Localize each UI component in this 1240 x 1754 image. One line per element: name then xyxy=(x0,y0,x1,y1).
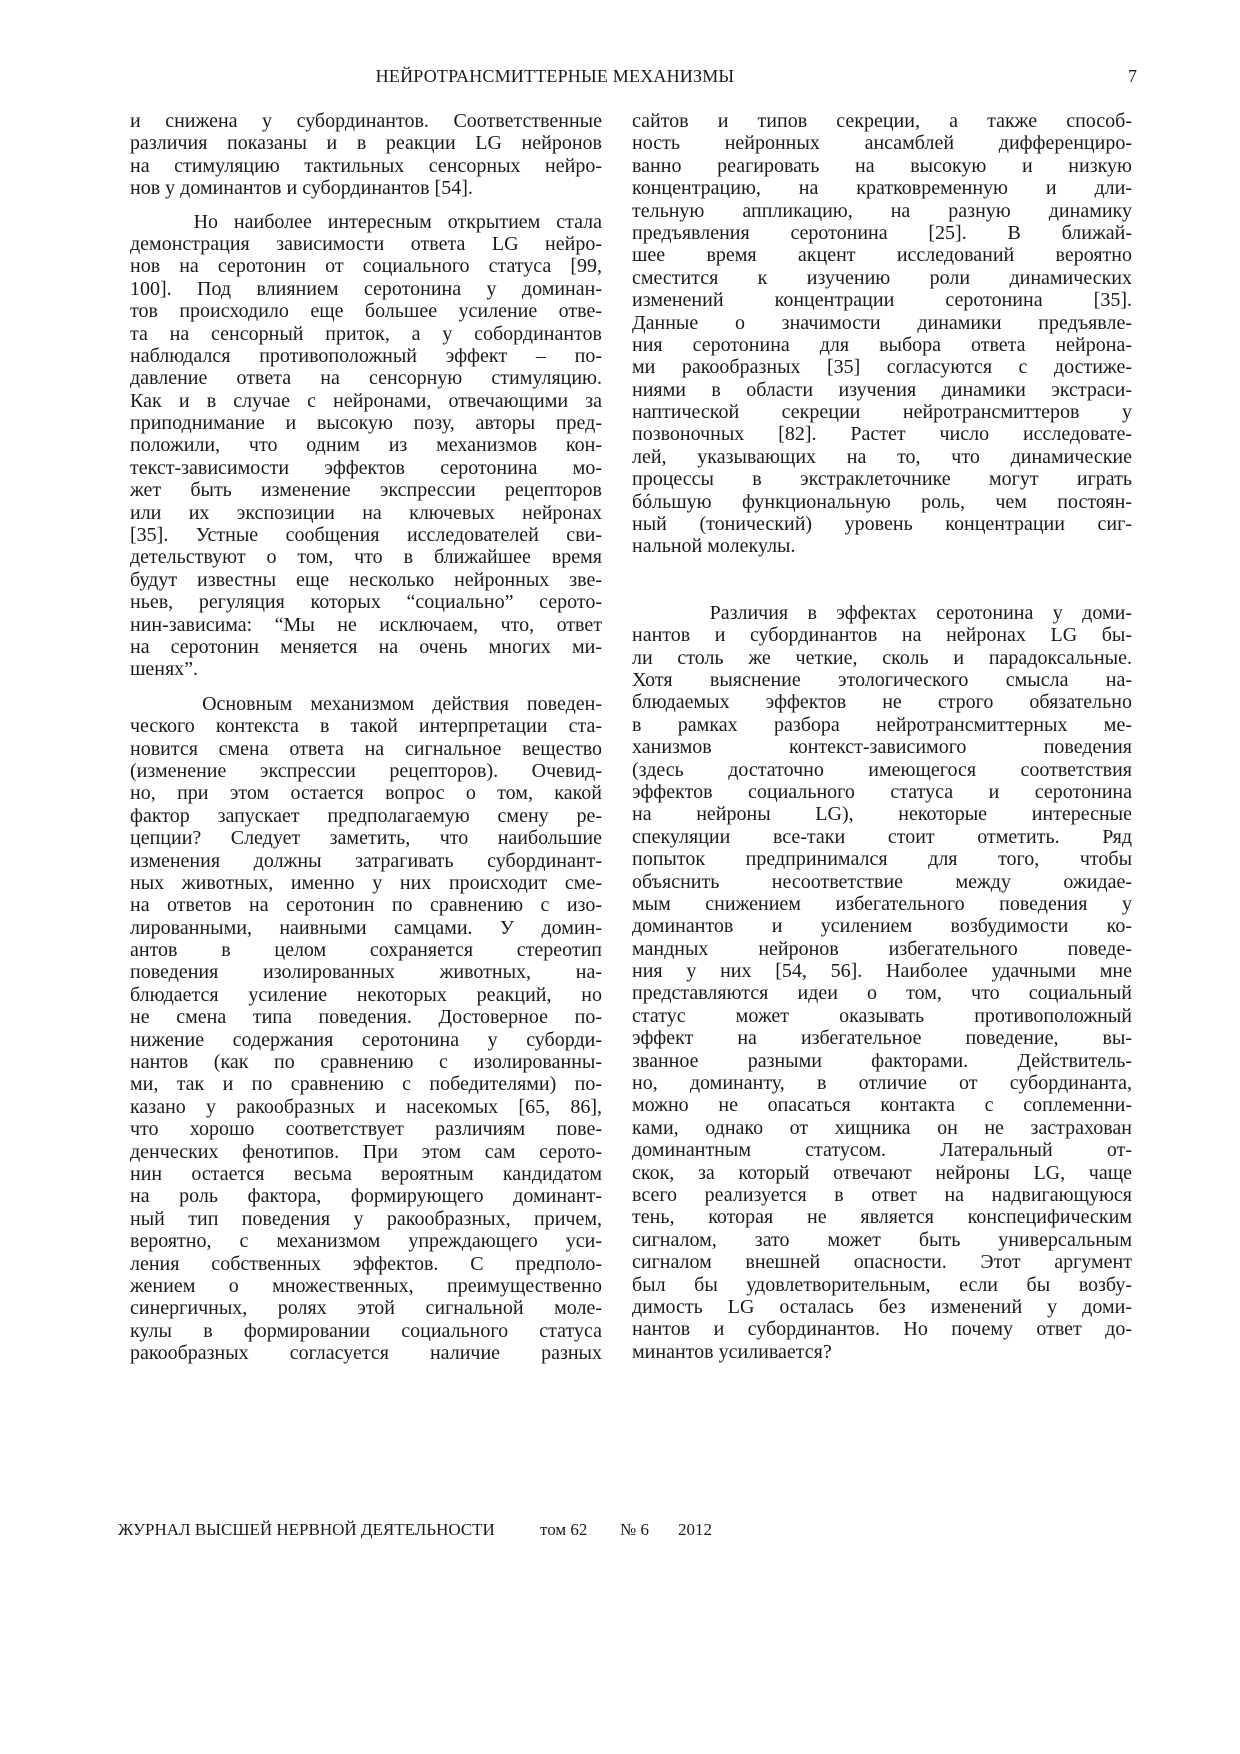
text-line: доминантным статусом. Латеральный от- xyxy=(632,1139,1132,1162)
text-line: изменения должны затрагивать субординант- xyxy=(130,849,602,872)
text-line: ками, однако от хищника он не застрахован xyxy=(632,1116,1132,1139)
text-line: на роль фактора, формирующего доминант- xyxy=(130,1185,602,1208)
text-line: ми, так и по сравнению с победителями) по- xyxy=(130,1073,602,1096)
text-line: сайтов и типов секреции, а также способ- xyxy=(632,110,1132,132)
text-line: на ответов на серотонин по сравнению с изо- xyxy=(130,894,602,917)
text-line: ческого контекста в такой интерпретации ста- xyxy=(130,715,602,738)
text-line: димость LG осталась без изменений у доми- xyxy=(632,1295,1132,1318)
text-line: вероятно, с механизмом упреждающего уси- xyxy=(130,1230,602,1253)
text-line: званное разными факторами. Действитель- xyxy=(632,1049,1132,1072)
text-line: доминантов и усилением возбудимости ко- xyxy=(632,915,1132,938)
text-line: предъявления серотонина [25]. В ближай- xyxy=(632,221,1132,244)
text-line: ных животных, именно у них происходит сме- xyxy=(130,871,602,894)
text-line: ньев, регуляция которых “социально” серото- xyxy=(130,591,602,614)
text-line: что хорошо соответствует различиям пове- xyxy=(130,1118,602,1141)
text-line: нов на серотонин от социального статуса [99, xyxy=(130,255,602,278)
text-line: детельствуют о том, что в ближайшее время xyxy=(130,546,602,569)
text-line: представляются идеи о том, что социальный xyxy=(632,982,1132,1005)
text-line: [35]. Устные сообщения исследователей сви- xyxy=(130,524,602,547)
text-line: нин-зависима: “Мы не исключаем, что, ответ xyxy=(130,613,602,636)
text-line: наптической секреции нейротрансмиттеров у xyxy=(632,401,1132,424)
text-line: ханизмов контекст-зависимого поведения xyxy=(632,736,1132,759)
text-line: ракообразных согласуется наличие разных xyxy=(130,1342,602,1365)
text-line: Хотя выяснение этологического смысла на- xyxy=(632,668,1132,691)
text-line: 100]. Под влиянием серотонина у доминан- xyxy=(130,277,602,300)
text-line: статус может оказывать противоположный xyxy=(632,1004,1132,1027)
text-line: жением о множественных, преимущественно xyxy=(130,1274,602,1297)
text-line: кулы в формировании социального статуса xyxy=(130,1319,602,1342)
text-line: блюдаемых эффектов не строго обязательно xyxy=(632,691,1132,714)
text-line: антов в целом сохраняется стереотип xyxy=(130,939,602,962)
text-line: синергичных, ролях этой сигнальной моле- xyxy=(130,1297,602,1320)
text-line: спекуляции все-таки стоит отметить. Ряд xyxy=(632,825,1132,848)
text-line: тов происходило еще большее усиление отве- xyxy=(130,300,602,323)
text-line: нантов и субординантов. Но почему ответ до- xyxy=(632,1318,1132,1341)
text-line: нижение содержания серотонина у суборди- xyxy=(130,1028,602,1051)
text-line: минантов усиливается? xyxy=(632,1340,832,1363)
text-line: на нейроны LG), некоторые интересные xyxy=(632,803,1132,826)
text-line: шенях”. xyxy=(130,658,199,681)
text-line: мым снижением избегательного поведения у xyxy=(632,892,1132,915)
text-line: блюдается усиление некоторых реакций, но xyxy=(130,983,602,1006)
text-line: ми ракообразных [35] согласуются с достиже- xyxy=(632,356,1132,379)
page-number: 7 xyxy=(1128,66,1137,86)
text-line: ния у них [54, 56]. Наиболее удачными мне xyxy=(632,960,1132,983)
text-line: (здесь достаточно имеющегося соответствия xyxy=(632,758,1132,781)
text-line: Но наиболее интересным открытием стала xyxy=(130,210,602,233)
text-line: фактор запускает предполагаемую смену ре- xyxy=(130,804,602,827)
text-line: Как и в случае с нейронами, отвечающими за xyxy=(130,389,602,412)
text-line: положили, что одним из механизмов кон- xyxy=(130,434,602,457)
paragraph xyxy=(130,693,602,1365)
text-line: демонстрация зависимости ответа LG нейро- xyxy=(130,232,602,255)
text-line: ли столь же четкие, сколь и парадоксальные. xyxy=(632,646,1132,669)
text-line: лированными, наивными самцами. У домин- xyxy=(130,916,602,939)
text-line: ность нейронных ансамблей дифференциро- xyxy=(632,132,1132,155)
text-line: но, при этом остается вопрос о том, какой xyxy=(130,782,602,805)
text-line: лей, указывающих на то, что динамические xyxy=(632,445,1132,468)
text-line: давление ответа на сенсорную стимуляцию. xyxy=(130,367,602,390)
text-line: в рамках разбора нейротрансмиттерных ме- xyxy=(632,713,1132,736)
text-line: наблюдался противоположный эффект – по- xyxy=(130,344,602,367)
text-line: (изменение экспрессии рецепторов). Очевид- xyxy=(130,759,602,782)
text-line: был бы удовлетворительным, если бы возбу- xyxy=(632,1273,1132,1296)
text-line: ный (тонический) уровень концентрации сиг- xyxy=(632,513,1132,536)
paragraph xyxy=(632,110,1132,558)
text-line: на серотонин меняется на очень многих ми- xyxy=(130,635,602,658)
text-line: нов у доминантов и субординантов [54]. xyxy=(130,177,473,200)
text-line: можно не опасаться контакта с соплеменни- xyxy=(632,1094,1132,1117)
text-line: нальной молекулы. xyxy=(632,535,796,558)
right-column xyxy=(632,110,1132,1363)
footer-journal-name: ЖУРНАЛ ВЫСШЕЙ НЕРВНОЙ ДЕЯТЕЛЬНОСТИ xyxy=(118,1520,495,1539)
text-line: казано у ракообразных и насекомых [65, 86], xyxy=(130,1095,602,1118)
text-line: позвоночных [82]. Растет число исследовате- xyxy=(632,423,1132,446)
text-line: различия показаны и в реакции LG нейронов xyxy=(130,132,602,155)
paragraph xyxy=(130,110,602,200)
text-line: но, доминанту, в отличие от субординанта, xyxy=(632,1072,1132,1095)
text-line: ния серотонина для выбора ответа нейрона- xyxy=(632,333,1132,356)
text-line: та на сенсорный приток, а у собординантов xyxy=(130,322,602,345)
text-line: ниями в области изучения динамики экстраси- xyxy=(632,378,1132,401)
left-column xyxy=(130,110,602,1364)
text-line: объяснить несоответствие между ожидае- xyxy=(632,870,1132,893)
text-line: ванно реагировать на высокую и низкую xyxy=(632,154,1132,177)
text-line: сместится к изучению роли динамических xyxy=(632,266,1132,289)
footer-volume: том 62 xyxy=(540,1520,588,1539)
text-line: не смена типа поведения. Достоверное по- xyxy=(130,1006,602,1029)
text-line: нин остается весьма вероятным кандидатом xyxy=(130,1162,602,1185)
text-line: эффект на избегательное поведение, вы- xyxy=(632,1027,1132,1050)
paragraph xyxy=(130,211,602,681)
running-header-title: НЕЙРОТРАНСМИТТЕРНЫЕ МЕХАНИЗМЫ xyxy=(375,66,735,86)
text-line: процессы в экстраклеточнике могут играть xyxy=(632,468,1132,491)
text-line: нантов (как по сравнению с изолированны- xyxy=(130,1051,602,1074)
footer-year: 2012 xyxy=(678,1520,712,1539)
text-line: Различия в эффектах серотонина у доми- xyxy=(632,601,1132,624)
text-line: сигналом, зато может быть универсальным xyxy=(632,1228,1132,1251)
text-line: мандных нейронов избегательного поведе- xyxy=(632,937,1132,960)
text-line: сигналом внешней опасности. Этот аргумент xyxy=(632,1251,1132,1274)
text-line: ный тип поведения у ракообразных, причем, xyxy=(130,1207,602,1230)
text-line: Данные о значимости динамики предъявле- xyxy=(632,311,1132,334)
text-line: шее время акцент исследований вероятно xyxy=(632,244,1132,267)
text-line: нантов и субординантов на нейронах LG бы- xyxy=(632,624,1132,647)
text-line: или их экспозиции на ключевых нейронах xyxy=(130,501,602,524)
text-line: бóльшую функциональную роль, чем постоян- xyxy=(632,490,1132,513)
text-line: текст-зависимости эффектов серотонина мо- xyxy=(130,456,602,479)
text-line: будут известны еще несколько нейронных зве- xyxy=(130,568,602,591)
text-line: изменений концентрации серотонина [35]. xyxy=(632,289,1132,312)
text-line: тень, которая не является конспецифическим xyxy=(632,1206,1132,1229)
text-line: скок, за который отвечают нейроны LG, чаще xyxy=(632,1161,1132,1184)
text-line: ления собственных эффектов. С предполо- xyxy=(130,1252,602,1275)
text-line: цепции? Следует заметить, что наибольшие xyxy=(130,827,602,850)
text-line: на стимуляцию тактильных сенсорных нейро- xyxy=(130,154,602,177)
text-line: новится смена ответа на сигнальное вещество xyxy=(130,737,602,760)
text-line: приподнимание и высокую позу, авторы пред- xyxy=(130,412,602,435)
text-line: всего реализуется в ответ на надвигающуюся xyxy=(632,1183,1132,1206)
text-line: поведения изолированных животных, на- xyxy=(130,961,602,984)
text-line: и снижена у субординантов. Соответственные xyxy=(130,110,602,132)
paragraph xyxy=(632,602,1132,1363)
text-line: Основным механизмом действия поведен- xyxy=(130,692,602,715)
text-line: эффектов социального статуса и серотонина xyxy=(632,780,1132,803)
text-line: тельную аппликацию, на разную динамику xyxy=(632,199,1132,222)
text-line: концентрацию, на кратковременную и дли- xyxy=(632,177,1132,200)
text-line: денческих фенотипов. При этом сам серото- xyxy=(130,1140,602,1163)
text-line: попыток предпринимался для того, чтобы xyxy=(632,848,1132,871)
text-line: жет быть изменение экспрессии рецепторов xyxy=(130,479,602,502)
footer-issue: № 6 xyxy=(620,1520,649,1539)
